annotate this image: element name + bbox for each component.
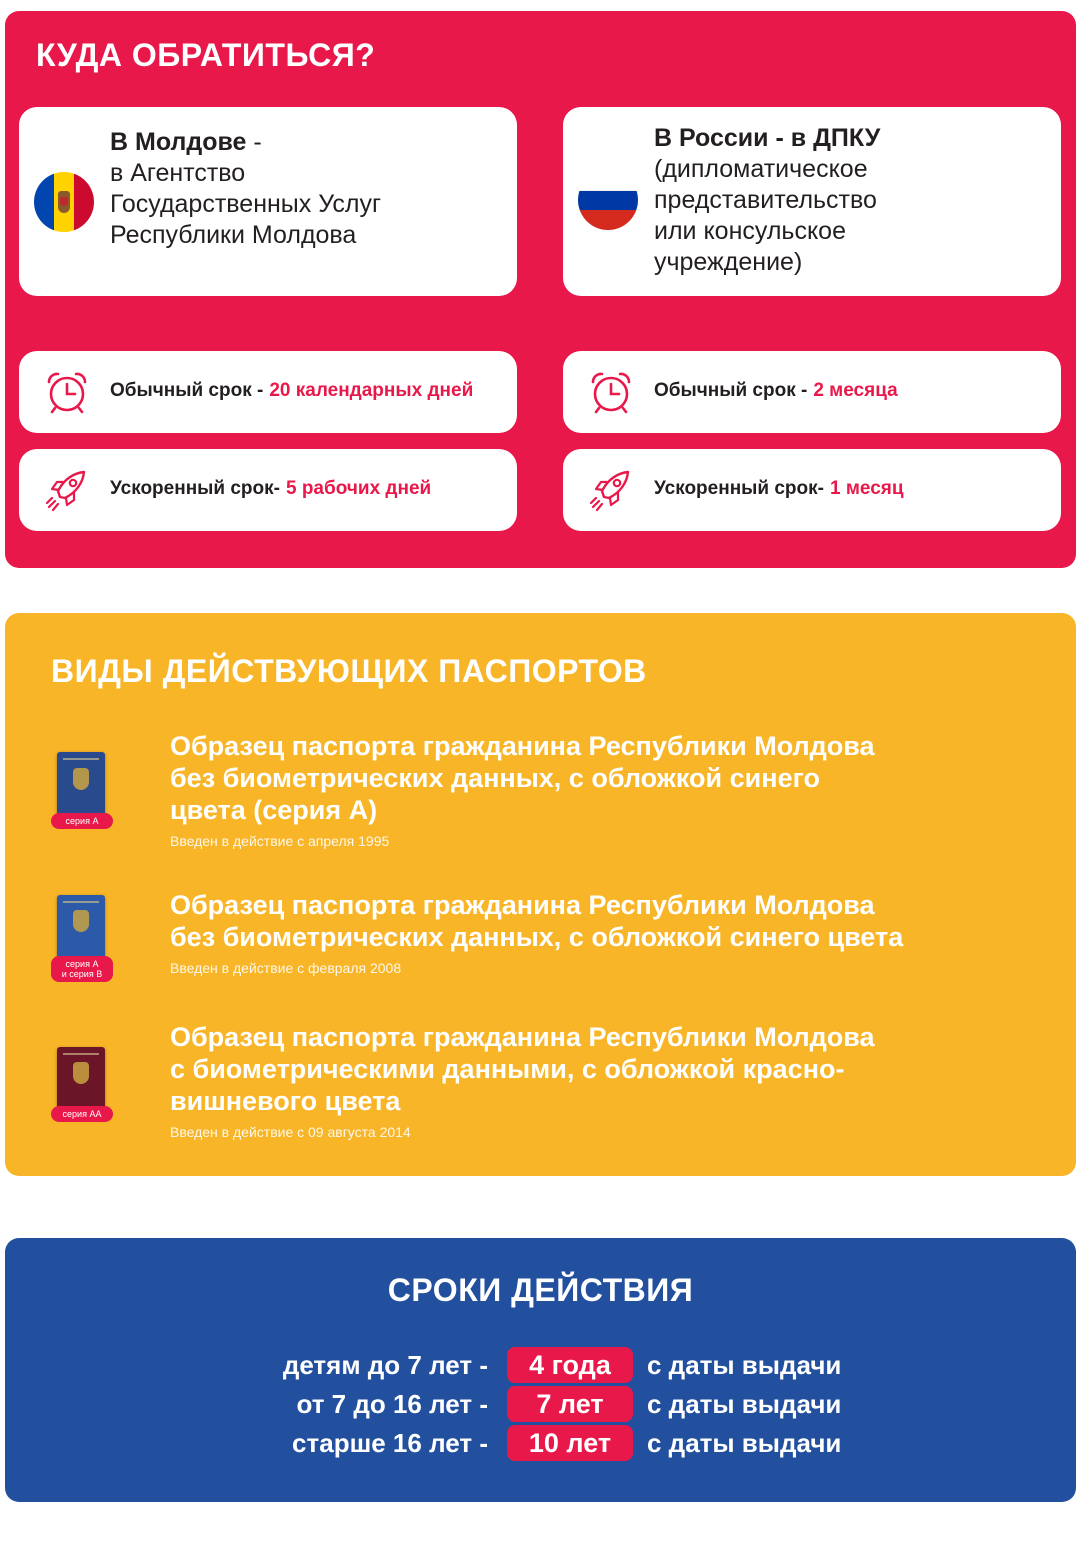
moldova-card	[19, 107, 517, 296]
russia-title: В России - в ДПКУ	[654, 124, 881, 152]
passport-title: Образец паспорта гражданина Республики Молдова без биометрических данных, с обложкой синего цвета	[170, 890, 904, 952]
passport-series-badge: серия А и серия В	[51, 956, 113, 982]
validity-age: старше 16 лет -	[292, 1428, 488, 1458]
where-to-apply-title: КУДА ОБРАТИТЬСЯ?	[36, 37, 376, 73]
passport-date: Введен в действие с апреля 1995	[170, 833, 390, 849]
russia-line-4: учреждение)	[654, 248, 803, 276]
validity-from: с даты выдачи	[647, 1389, 842, 1419]
moldova-fast-term	[19, 449, 517, 531]
russia-line-1: (дипломатическое	[654, 155, 868, 183]
validity-title: СРОКИ ДЕЙСТВИЯ	[387, 1272, 694, 1308]
passport-types-section	[5, 613, 1076, 1176]
moldova-dash: -	[246, 128, 262, 156]
passport-date: Введен в действие с 09 августа 2014	[170, 1124, 411, 1140]
russia-regular-label: Обычный срок - 2 месяца	[654, 380, 898, 401]
passport-red-image	[57, 1047, 105, 1113]
moldova-regular-value: 20 календарных дней	[269, 380, 474, 401]
validity-age: от 7 до 16 лет -	[296, 1389, 488, 1419]
passport-types-title: ВИДЫ ДЕЙСТВУЮЩИХ ПАСПОРТОВ	[51, 653, 647, 689]
russia-regular-value: 2 месяца	[813, 380, 898, 401]
passport-series-badge: серия А	[51, 813, 113, 829]
moldova-text	[110, 127, 381, 251]
alarm-clock-icon	[44, 369, 90, 415]
moldova-line-2: Государственных Услуг	[110, 190, 382, 218]
validity-age: детям до 7 лет -	[282, 1350, 488, 1380]
where-to-apply-section	[5, 11, 1076, 568]
russia-text	[654, 123, 880, 278]
moldova-fast-label: Ускоренный срок- 5 рабочих дней	[110, 478, 432, 499]
moldova-regular-term	[19, 351, 517, 433]
validity-row	[5, 1425, 1076, 1461]
validity-period-badge: 4 года	[507, 1347, 633, 1383]
validity-from: с даты выдачи	[647, 1350, 842, 1380]
russia-fast-label: Ускоренный срок- 1 месяц	[654, 478, 904, 499]
passport-blue-image	[57, 895, 105, 961]
passport-date: Введен в действие с февраля 2008	[170, 960, 402, 976]
passport-title: Образец паспорта гражданина Республики Молдова без биометрических данных, с обложкой синего цвета (серия А)	[170, 731, 875, 825]
russia-regular-term	[563, 351, 1061, 433]
validity-row	[5, 1347, 1076, 1383]
rocket-icon	[44, 467, 90, 513]
moldova-regular-label: Обычный срок - 20 календарных дней	[110, 380, 474, 401]
validity-from: с даты выдачи	[647, 1428, 842, 1458]
validity-row	[5, 1386, 1076, 1422]
moldova-line-1: в Агентство	[110, 159, 246, 187]
russia-line-2: представительство	[654, 186, 877, 214]
moldova-title: В Молдове	[110, 128, 247, 156]
passport-series-badge: серия АА	[51, 1106, 113, 1122]
russia-fast-value: 1 месяц	[829, 478, 904, 499]
moldova-fast-value: 5 рабочих дней	[285, 478, 432, 499]
alarm-clock-icon	[588, 369, 634, 415]
russia-line-3: или консульское	[654, 217, 846, 245]
passport-title: Образец паспорта гражданина Республики Молдова с биометрическими данными, с обложкой красно- вишневого цвета	[170, 1022, 875, 1116]
russia-flag-icon	[578, 170, 638, 230]
validity-period-badge: 10 лет	[507, 1425, 633, 1461]
russia-card	[563, 107, 1061, 296]
passport-blue-image	[57, 752, 105, 820]
validity-section	[5, 1238, 1076, 1502]
validity-period-badge: 7 лет	[507, 1386, 633, 1422]
rocket-icon	[588, 467, 634, 513]
russia-fast-term	[563, 449, 1061, 531]
moldova-flag-icon	[34, 172, 94, 232]
moldova-line-3: Республики Молдова	[110, 221, 357, 249]
